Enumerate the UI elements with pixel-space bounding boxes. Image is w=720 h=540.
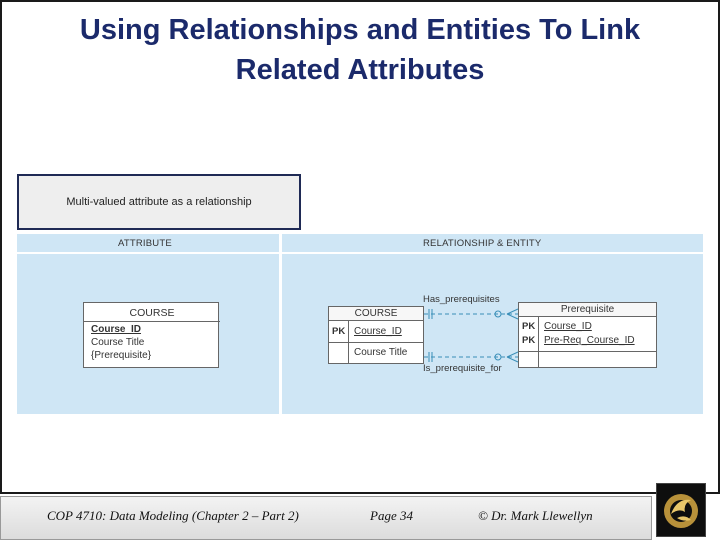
slide-title: [20, 10, 700, 90]
slide-title-line-2: Related Attributes: [235, 54, 485, 86]
footer-page-number: Page 34: [370, 508, 413, 523]
slide-title-line-1: Using Relationships and Entities To Link: [79, 14, 641, 46]
attribute-course-id: Course_ID: [91, 324, 142, 335]
attribute-course-title: Course Title: [91, 337, 145, 348]
field-course-title: Course Title: [354, 347, 408, 358]
field-course-id: Course_ID: [354, 326, 402, 337]
pk-marker: PK: [522, 321, 536, 332]
footer-author: © Dr. Mark Llewellyn: [478, 508, 593, 523]
relationship-connectors: [17, 234, 703, 414]
attribute-prerequisite: {Prerequisite}: [91, 350, 152, 361]
pegasus-logo-icon: [656, 483, 706, 537]
relationship-label-is-prerequisite-for: Is_prerequisite_for: [423, 363, 502, 374]
diagram-figure: [17, 234, 703, 414]
caption-box: [17, 174, 301, 230]
is-prerequisite-for-line: [424, 352, 518, 362]
field-pre-req-course-id: Pre-Req_Course_ID: [544, 335, 635, 346]
relationship-label-has-prerequisites: Has_prerequisites: [423, 294, 500, 305]
prerequisite-table-header: Prerequisite: [519, 303, 656, 317]
relationship-column-label: RELATIONSHIP & ENTITY: [423, 238, 542, 249]
pk-marker: PK: [332, 326, 346, 337]
footer-course: COP 4710: Data Modeling (Chapter 2 – Part 2): [47, 508, 299, 523]
course-table-header: COURSE: [329, 307, 423, 321]
pk-marker: PK: [522, 335, 536, 346]
has-prerequisites-line: [424, 309, 518, 319]
caption-text: Multi-valued attribute as a relationship: [66, 196, 252, 208]
attribute-column-label: ATTRIBUTE: [118, 238, 172, 249]
field-prereq-course-id: Course_ID: [544, 321, 592, 332]
entity-name: COURSE: [129, 307, 175, 319]
